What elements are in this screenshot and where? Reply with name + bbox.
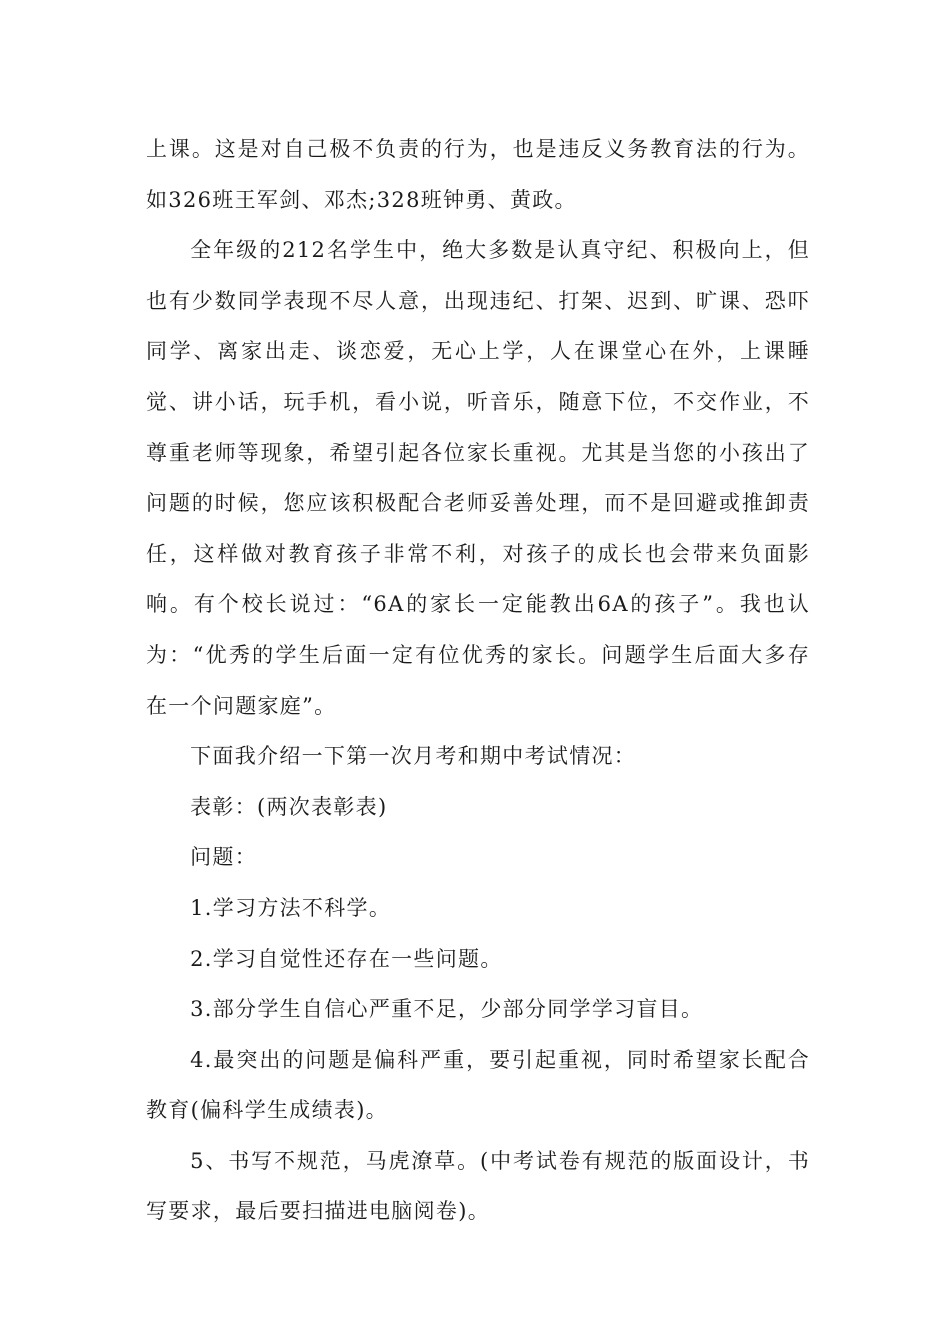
paragraph-5	[146, 832, 810, 883]
text-line: 4.最突出的问题是偏科严重，要引起重视，同时希望家长配合	[190, 1047, 810, 1072]
text-line: 在一个问题家庭”。	[146, 693, 337, 718]
text-line: 全年级的212名学生中，绝大多数是认真守纪、积极向上，但	[190, 238, 810, 263]
list-item-2	[146, 934, 810, 985]
list-item-4	[146, 1035, 810, 1136]
list-item-3	[146, 984, 810, 1035]
paragraph-3	[146, 731, 810, 782]
text-line: 表彰：(两次表彰表)	[190, 794, 388, 819]
text-line: 下面我介绍一下第一次月考和期中考试情况：	[190, 744, 637, 769]
text-line: 响。有个校长说过：“6A的家长一定能教出6A的孩子”。我也认	[146, 592, 810, 617]
text-line: 写要求，最后要扫描进电脑阅卷)。	[146, 1199, 490, 1224]
text-line: 尊重老师等现象，希望引起各位家长重视。尤其是当您的小孩出了	[146, 440, 810, 465]
text-line: 觉、讲小话，玩手机，看小说，听音乐，随意下位，不交作业，不	[146, 389, 810, 414]
text-line: 3.部分学生自信心严重不足，少部分同学学习盲目。	[190, 997, 704, 1022]
text-line: 教育(偏科学生成绩表)。	[146, 1098, 388, 1123]
text-line: 问题：	[190, 845, 257, 870]
text-line: 2.学习自觉性还存在一些问题。	[190, 946, 503, 971]
text-line: 同学、离家出走、谈恋爱，无心上学，人在课堂心在外，上课睡	[146, 339, 810, 364]
paragraph-4	[146, 782, 810, 833]
text-line: 问题的时候，您应该积极配合老师妥善处理，而不是回避或推卸责	[146, 491, 810, 516]
paragraph-2	[146, 225, 810, 731]
text-line: 任，这样做对教育孩子非常不利，对孩子的成长也会带来负面影	[146, 541, 810, 566]
text-line: 1.学习方法不科学。	[190, 895, 392, 920]
list-item-5	[146, 1136, 810, 1237]
text-line: 上课。这是对自己极不负责的行为，也是违反义务教育法的行为。	[146, 137, 810, 161]
list-item-1	[146, 883, 810, 934]
text-line: 为：“优秀的学生后面一定有位优秀的家长。问题学生后面大多存	[146, 642, 810, 667]
text-line: 5、书写不规范，马虎潦草。(中考试卷有规范的版面设计，书	[190, 1148, 810, 1173]
text-line: 也有少数同学表现不尽人意，出现违纪、打架、迟到、旷课、恐吓	[146, 288, 810, 313]
document-body	[146, 124, 810, 1237]
paragraph-1	[146, 124, 810, 225]
text-line: 如326班王军剑、邓杰;328班钟勇、黄政。	[146, 187, 577, 212]
